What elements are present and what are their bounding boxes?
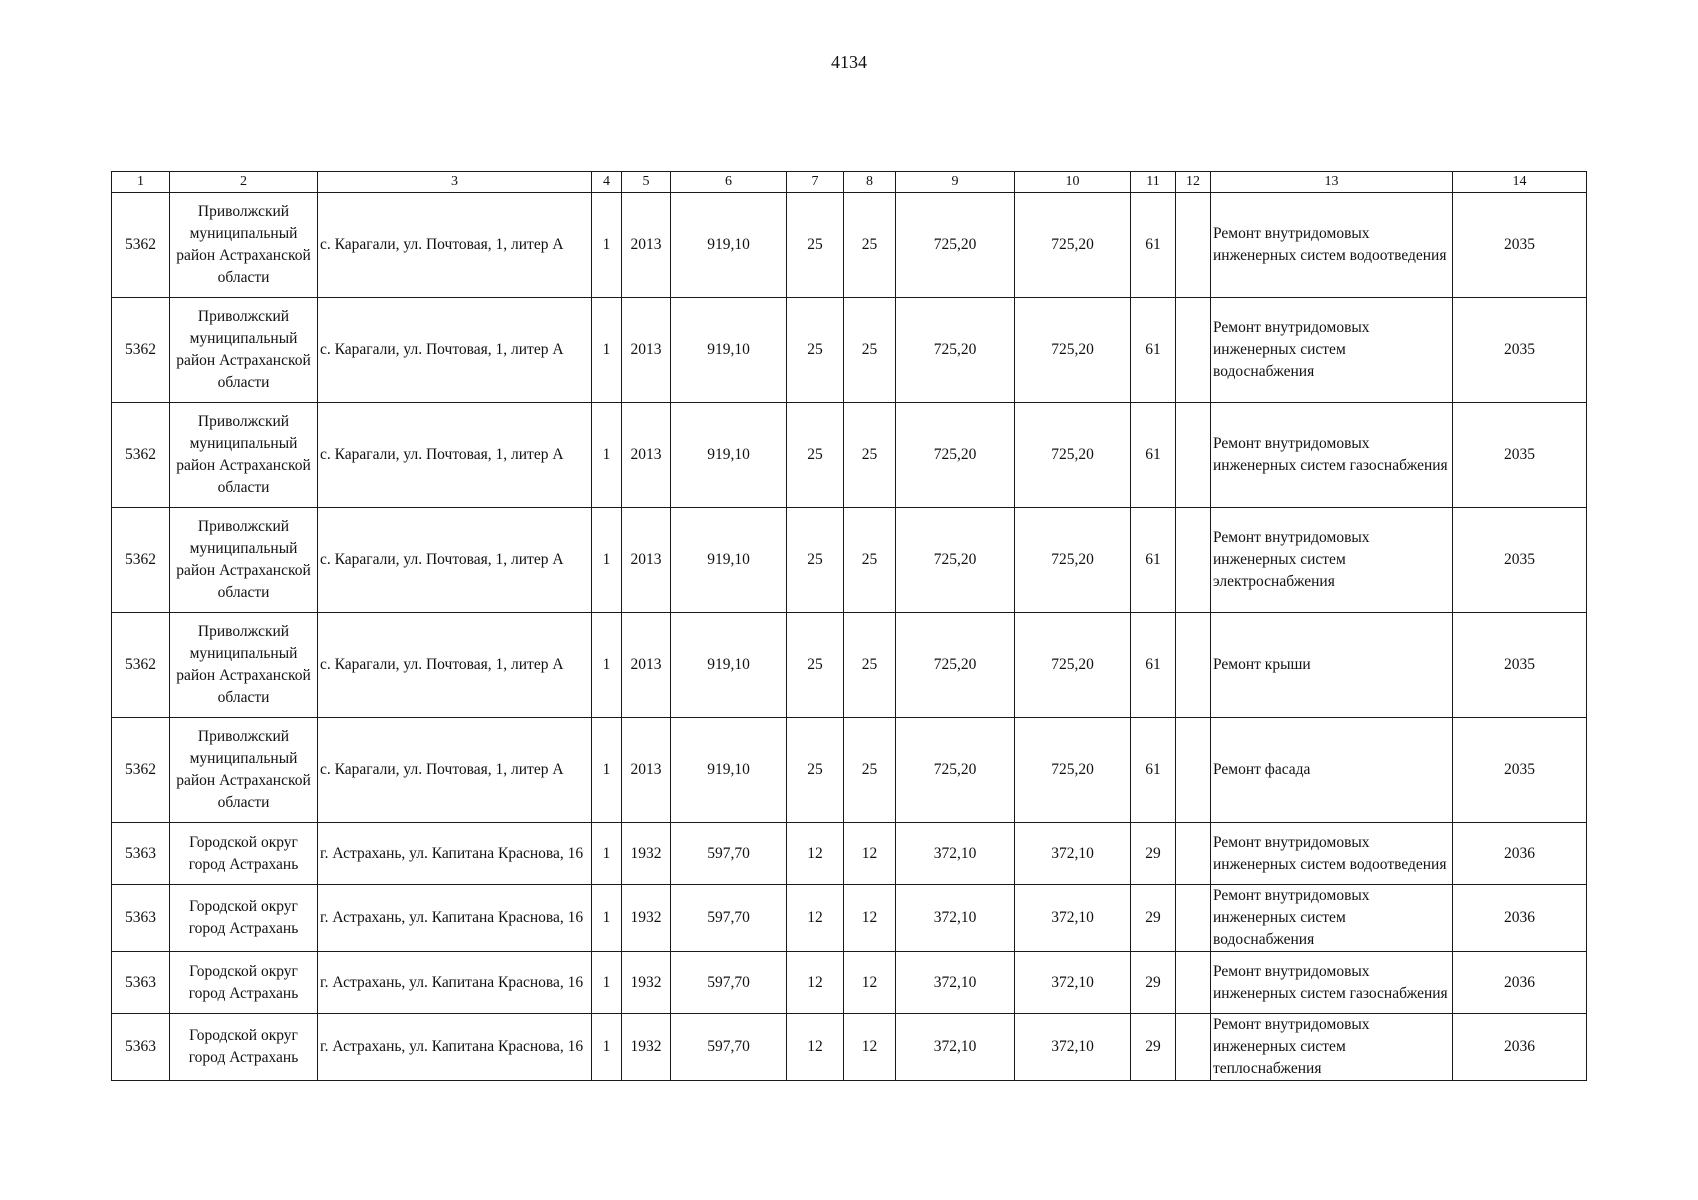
column-header-13: 13	[1211, 172, 1453, 193]
col12-cell	[1176, 823, 1211, 885]
col12-cell	[1176, 403, 1211, 508]
col6-cell: 919,10	[671, 613, 787, 718]
address-cell: с. Карагали, ул. Почтовая, 1, литер А	[318, 403, 592, 508]
work-type-cell: Ремонт внутридомовых инженерных систем водоснабжения	[1211, 298, 1453, 403]
planned-year-cell: 2035	[1453, 508, 1587, 613]
col12-cell	[1176, 508, 1211, 613]
col8-cell: 25	[844, 193, 896, 298]
district-cell: Приволжский муниципальный район Астраханской области	[170, 403, 318, 508]
address-cell: г. Астрахань, ул. Капитана Краснова, 16	[318, 885, 592, 952]
col4-cell: 1	[592, 885, 622, 952]
col8-cell: 25	[844, 613, 896, 718]
column-header-14: 14	[1453, 172, 1587, 193]
col9-cell: 725,20	[896, 403, 1015, 508]
col7-cell: 25	[787, 298, 844, 403]
col4-cell: 1	[592, 508, 622, 613]
address-cell: с. Карагали, ул. Почтовая, 1, литер А	[318, 718, 592, 823]
address-cell: с. Карагали, ул. Почтовая, 1, литер А	[318, 193, 592, 298]
col11-cell: 61	[1131, 298, 1176, 403]
table-row	[112, 298, 1587, 403]
col9-cell: 372,10	[896, 1014, 1015, 1081]
col11-cell: 61	[1131, 508, 1176, 613]
work-type-cell: Ремонт внутридомовых инженерных систем теплоснабжения	[1211, 1014, 1453, 1081]
col4-cell: 1	[592, 403, 622, 508]
col12-cell	[1176, 885, 1211, 952]
table-row	[112, 952, 1587, 1014]
district-cell: Городской округ город Астрахань	[170, 1014, 318, 1081]
address-cell: с. Карагали, ул. Почтовая, 1, литер А	[318, 298, 592, 403]
district-cell: Приволжский муниципальный район Астраханской области	[170, 298, 318, 403]
col5-cell: 2013	[622, 508, 671, 613]
col11-cell: 29	[1131, 952, 1176, 1014]
table-row	[112, 1014, 1587, 1081]
col12-cell	[1176, 718, 1211, 823]
col7-cell: 25	[787, 193, 844, 298]
col11-cell: 29	[1131, 823, 1176, 885]
planned-year-cell: 2035	[1453, 718, 1587, 823]
col10-cell: 372,10	[1015, 952, 1131, 1014]
col8-cell: 12	[844, 952, 896, 1014]
page-number: 4134	[831, 52, 867, 72]
col11-cell: 61	[1131, 718, 1176, 823]
work-type-cell: Ремонт фасада	[1211, 718, 1453, 823]
address-cell: г. Астрахань, ул. Капитана Краснова, 16	[318, 952, 592, 1014]
col6-cell: 597,70	[671, 952, 787, 1014]
col9-cell: 725,20	[896, 718, 1015, 823]
house-id-cell: 5362	[112, 613, 170, 718]
planned-year-cell: 2036	[1453, 952, 1587, 1014]
work-type-cell: Ремонт внутридомовых инженерных систем водоотведения	[1211, 193, 1453, 298]
table-row	[112, 885, 1587, 952]
col5-cell: 1932	[622, 885, 671, 952]
col5-cell: 2013	[622, 403, 671, 508]
col7-cell: 12	[787, 823, 844, 885]
col10-cell: 725,20	[1015, 613, 1131, 718]
house-id-cell: 5363	[112, 1014, 170, 1081]
col10-cell: 372,10	[1015, 823, 1131, 885]
col9-cell: 725,20	[896, 298, 1015, 403]
col4-cell: 1	[592, 718, 622, 823]
col11-cell: 61	[1131, 613, 1176, 718]
col12-cell	[1176, 193, 1211, 298]
column-header-11: 11	[1131, 172, 1176, 193]
col8-cell: 12	[844, 823, 896, 885]
planned-year-cell: 2035	[1453, 298, 1587, 403]
address-cell: г. Астрахань, ул. Капитана Краснова, 16	[318, 1014, 592, 1081]
house-id-cell: 5363	[112, 823, 170, 885]
col9-cell: 372,10	[896, 885, 1015, 952]
house-id-cell: 5362	[112, 193, 170, 298]
col4-cell: 1	[592, 823, 622, 885]
col6-cell: 597,70	[671, 1014, 787, 1081]
district-cell: Приволжский муниципальный район Астраханской области	[170, 508, 318, 613]
house-id-cell: 5363	[112, 952, 170, 1014]
col4-cell: 1	[592, 298, 622, 403]
col6-cell: 919,10	[671, 298, 787, 403]
column-header-4: 4	[592, 172, 622, 193]
column-header-8: 8	[844, 172, 896, 193]
col9-cell: 372,10	[896, 952, 1015, 1014]
col5-cell: 1932	[622, 1014, 671, 1081]
col9-cell: 725,20	[896, 508, 1015, 613]
house-id-cell: 5362	[112, 298, 170, 403]
col7-cell: 25	[787, 718, 844, 823]
house-id-cell: 5362	[112, 508, 170, 613]
col11-cell: 61	[1131, 403, 1176, 508]
col6-cell: 597,70	[671, 823, 787, 885]
col8-cell: 12	[844, 885, 896, 952]
planned-year-cell: 2035	[1453, 613, 1587, 718]
col10-cell: 725,20	[1015, 298, 1131, 403]
col8-cell: 25	[844, 508, 896, 613]
table-body	[112, 193, 1587, 1081]
col5-cell: 1932	[622, 823, 671, 885]
col8-cell: 12	[844, 1014, 896, 1081]
registry-table	[111, 171, 1587, 1081]
work-type-cell: Ремонт внутридомовых инженерных систем водоснабжения	[1211, 885, 1453, 952]
col7-cell: 25	[787, 613, 844, 718]
column-header-6: 6	[671, 172, 787, 193]
col10-cell: 725,20	[1015, 508, 1131, 613]
col6-cell: 919,10	[671, 403, 787, 508]
table-header	[112, 172, 1587, 193]
planned-year-cell: 2036	[1453, 885, 1587, 952]
col5-cell: 2013	[622, 193, 671, 298]
col12-cell	[1176, 613, 1211, 718]
col4-cell: 1	[592, 613, 622, 718]
column-header-9: 9	[896, 172, 1015, 193]
col7-cell: 12	[787, 952, 844, 1014]
col10-cell: 725,20	[1015, 718, 1131, 823]
col9-cell: 725,20	[896, 193, 1015, 298]
planned-year-cell: 2036	[1453, 823, 1587, 885]
col10-cell: 372,10	[1015, 1014, 1131, 1081]
house-id-cell: 5363	[112, 885, 170, 952]
col10-cell: 372,10	[1015, 885, 1131, 952]
col4-cell: 1	[592, 952, 622, 1014]
col11-cell: 29	[1131, 1014, 1176, 1081]
work-type-cell: Ремонт внутридомовых инженерных систем газоснабжения	[1211, 952, 1453, 1014]
work-type-cell: Ремонт внутридомовых инженерных систем электроснабжения	[1211, 508, 1453, 613]
district-cell: Городской округ город Астрахань	[170, 823, 318, 885]
col8-cell: 25	[844, 718, 896, 823]
work-type-cell: Ремонт внутридомовых инженерных систем газоснабжения	[1211, 403, 1453, 508]
column-header-3: 3	[318, 172, 592, 193]
col6-cell: 597,70	[671, 885, 787, 952]
column-header-12: 12	[1176, 172, 1211, 193]
col7-cell: 25	[787, 403, 844, 508]
col4-cell: 1	[592, 193, 622, 298]
column-header-7: 7	[787, 172, 844, 193]
planned-year-cell: 2036	[1453, 1014, 1587, 1081]
col7-cell: 12	[787, 1014, 844, 1081]
header-row	[112, 172, 1587, 193]
planned-year-cell: 2035	[1453, 193, 1587, 298]
col11-cell: 61	[1131, 193, 1176, 298]
column-header-1: 1	[112, 172, 170, 193]
table-row	[112, 718, 1587, 823]
col10-cell: 725,20	[1015, 403, 1131, 508]
col5-cell: 2013	[622, 613, 671, 718]
house-id-cell: 5362	[112, 718, 170, 823]
column-header-2: 2	[170, 172, 318, 193]
col12-cell	[1176, 952, 1211, 1014]
col9-cell: 725,20	[896, 613, 1015, 718]
address-cell: с. Карагали, ул. Почтовая, 1, литер А	[318, 613, 592, 718]
col6-cell: 919,10	[671, 508, 787, 613]
col8-cell: 25	[844, 403, 896, 508]
table-row	[112, 613, 1587, 718]
district-cell: Городской округ город Астрахань	[170, 885, 318, 952]
work-type-cell: Ремонт внутридомовых инженерных систем водоотведения	[1211, 823, 1453, 885]
col6-cell: 919,10	[671, 718, 787, 823]
district-cell: Городской округ город Астрахань	[170, 952, 318, 1014]
district-cell: Приволжский муниципальный район Астраханской области	[170, 718, 318, 823]
col5-cell: 2013	[622, 298, 671, 403]
col9-cell: 372,10	[896, 823, 1015, 885]
table-row	[112, 823, 1587, 885]
col6-cell: 919,10	[671, 193, 787, 298]
col10-cell: 725,20	[1015, 193, 1131, 298]
district-cell: Приволжский муниципальный район Астраханской области	[170, 193, 318, 298]
col11-cell: 29	[1131, 885, 1176, 952]
address-cell: с. Карагали, ул. Почтовая, 1, литер А	[318, 508, 592, 613]
col12-cell	[1176, 1014, 1211, 1081]
house-id-cell: 5362	[112, 403, 170, 508]
planned-year-cell: 2035	[1453, 403, 1587, 508]
table-row	[112, 403, 1587, 508]
col4-cell: 1	[592, 1014, 622, 1081]
table-row	[112, 193, 1587, 298]
work-type-cell: Ремонт крыши	[1211, 613, 1453, 718]
col5-cell: 1932	[622, 952, 671, 1014]
col7-cell: 12	[787, 885, 844, 952]
col8-cell: 25	[844, 298, 896, 403]
column-header-5: 5	[622, 172, 671, 193]
col12-cell	[1176, 298, 1211, 403]
col5-cell: 2013	[622, 718, 671, 823]
col7-cell: 25	[787, 508, 844, 613]
column-header-10: 10	[1015, 172, 1131, 193]
address-cell: г. Астрахань, ул. Капитана Краснова, 16	[318, 823, 592, 885]
table-row	[112, 508, 1587, 613]
district-cell: Приволжский муниципальный район Астраханской области	[170, 613, 318, 718]
